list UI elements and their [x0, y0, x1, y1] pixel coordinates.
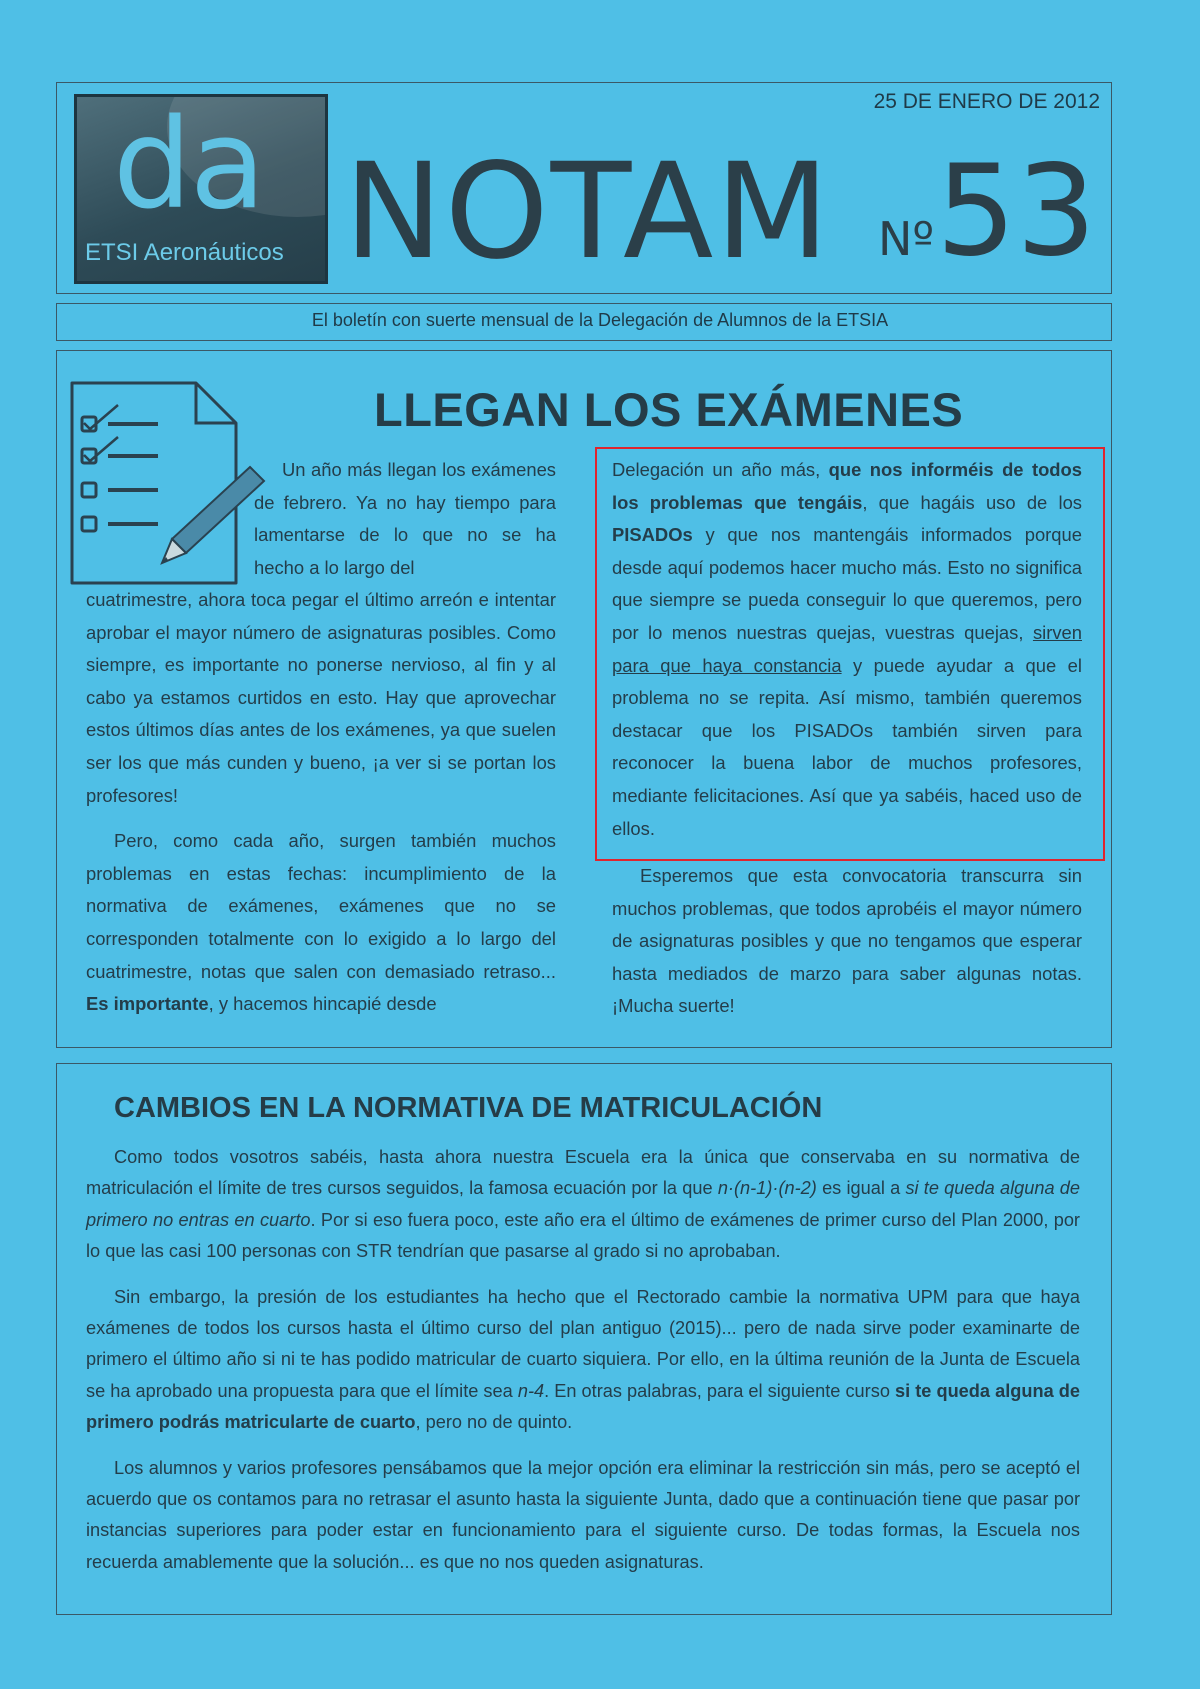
checklist-document-icon	[66, 377, 276, 589]
exams-paragraph-1-rest: cuatrimestre, ahora toca pegar el último arreón e intentar aprobar el mayor número de asignaturas posibles. Como siempre, es importante no ponerse nervioso, al fin y al cabo ya estamos curtidos en esto. Hay que aprovechar estos últimos días antes de los exámenes, ya que suelen ser los que más cunden y bueno, ¡a ver si se portan los profesores!	[86, 589, 556, 806]
issue-number-label: Nº	[878, 212, 935, 266]
enr-p1-italic: si te queda alguna de primero no entras en cuarto	[86, 1178, 1081, 1230]
article-title-enrollment: CAMBIOS EN LA NORMATIVA DE MATRICULACIÓN	[114, 1092, 823, 1124]
highlight-frame	[595, 447, 1105, 861]
newsletter-subtitle: El boletín con suerte mensual de la Delegación de Alumnos de la ETSIA	[311, 310, 889, 330]
exams-paragraph-1-start: Un año más llegan los exámenes de febrero. Ya no hay tiempo para lamentarse de lo que no se ha hecho a lo largo del	[254, 459, 556, 578]
newsletter-title: NOTAM	[344, 135, 832, 289]
delegacion-logo	[74, 94, 328, 284]
issue-date: 25 DE ENERO DE 2012	[873, 90, 1100, 113]
exams-paragraph-2-text: Pero, como cada año, surgen también muchos problemas en estas fechas: incumplimiento de la normativa de exámenes, exámenes que no se corresponden totalmente con lo exigido a lo largo del cuatrimestre, notas que salen con demasiado retraso...	[86, 830, 556, 982]
exams-column-2-end	[612, 860, 1082, 1036]
exams-paragraph-1-wrap	[254, 454, 556, 597]
enr-p1-text-a: Como todos vosotros sabéis, hasta ahora nuestra Escuela era la única que conservaba en su normativa de matriculación el límite de tres cursos seguidos, la famosa ecuación por la que	[86, 1147, 1080, 1199]
enr-p2-text-a: Sin embargo, la presión de los estudiantes ha hecho que el Rectorado cambie la normativa UPM para que haya exámenes de todos los cursos hasta el último curso del plan antiguo (2015)... pero de nada sirve poder examinarte de primero el último año si ni te has podido matricular de cuarto siquiera. Por ello, en la última reunión de la Junta de Escuela se ha aprobado una propuesta para que el límite sea	[86, 1286, 1080, 1401]
enr-p2-bold: si te queda alguna de primero podrás matricularte de cuarto	[86, 1380, 1080, 1433]
enrollment-paragraph-2	[86, 1282, 1080, 1439]
logo-caption: ETSI Aeronáuticos	[85, 239, 284, 266]
issue-number: 53	[936, 137, 1097, 284]
c2-text-c: y que nos mantengáis informados porque desde aquí podemos hacer mucho más. Esto no significa que siempre se pueda conseguir lo que queremos, pero por lo menos nuestras quejas, vuestras quejas,	[612, 524, 1082, 643]
c2-bold-pisados: PISADOs	[612, 524, 693, 546]
c2-underlined-constancia: sirven para que haya constancia	[612, 621, 1082, 676]
enr-p2-text-c: , pero no de quinto.	[415, 1412, 573, 1433]
logo-letters: da	[113, 94, 264, 237]
enrollment-body	[86, 1142, 1080, 1592]
exams-paragraph-3: Esperemos que esta convocatoria transcurra sin muchos problemas, que todos aprobéis el mayor número de asignaturas posibles y que no tengamos que esperar hasta mediados de marzo para saber algunas notas. ¡Mucha suerte!	[612, 865, 1082, 1017]
exams-paragraph-2	[86, 825, 556, 1021]
c2-text-a: Delegación un año más,	[612, 459, 821, 480]
enr-p2-text-b: . En otras palabras, para el siguiente curso	[544, 1380, 890, 1401]
c2-bold-report-problems: que nos informéis de todos los problemas que tengáis	[612, 459, 1082, 513]
enr-p2-italic: n-4	[517, 1380, 545, 1401]
exams-column-1	[86, 584, 556, 1034]
pencil-icon	[162, 467, 264, 563]
enr-p1-text-c: . Por si eso fuera poco, este año era el último de exámenes de primer curso del Plan 2000, por lo que las casi 100 personas con STR tendrían que pasarse al grado si no aprobaban.	[86, 1209, 1080, 1262]
enr-p1-formula: n·(n-1)·(n-2)	[717, 1178, 817, 1199]
c2-text-d: y puede ayudar a que el problema no se repita. Así mismo, también queremos destacar que los PISADOs también sirven para reconocer la buena labor de muchos profesores, mediante felicitaciones. Así que ya sabéis, haced uso de ellos.	[612, 654, 1082, 839]
enrollment-paragraph-1	[86, 1142, 1080, 1268]
exams-paragraph-2-bold: Es importante	[86, 993, 209, 1015]
c2-text-b: , que hagáis uso de los	[862, 491, 1083, 513]
article-title-exams: LLEGAN LOS EXÁMENES	[374, 383, 964, 436]
exams-paragraph-2-end: , y hacemos hincapié desde	[208, 993, 437, 1015]
enr-p1-text-b: es igual a	[822, 1178, 901, 1199]
enrollment-paragraph-3: Los alumnos y varios profesores pensábamos que la mejor opción era eliminar la restricción sin más, pero se aceptó el acuerdo que os contamos para no retrasar el asunto hasta la siguiente Junta, dado que a continuación tiene que pasar por instancias superiores para poder estar en funcionamiento para el siguiente curso. De todas formas, la Escuela nos recuerda amablemente que la solución... es que no nos queden asignaturas.	[86, 1457, 1080, 1572]
